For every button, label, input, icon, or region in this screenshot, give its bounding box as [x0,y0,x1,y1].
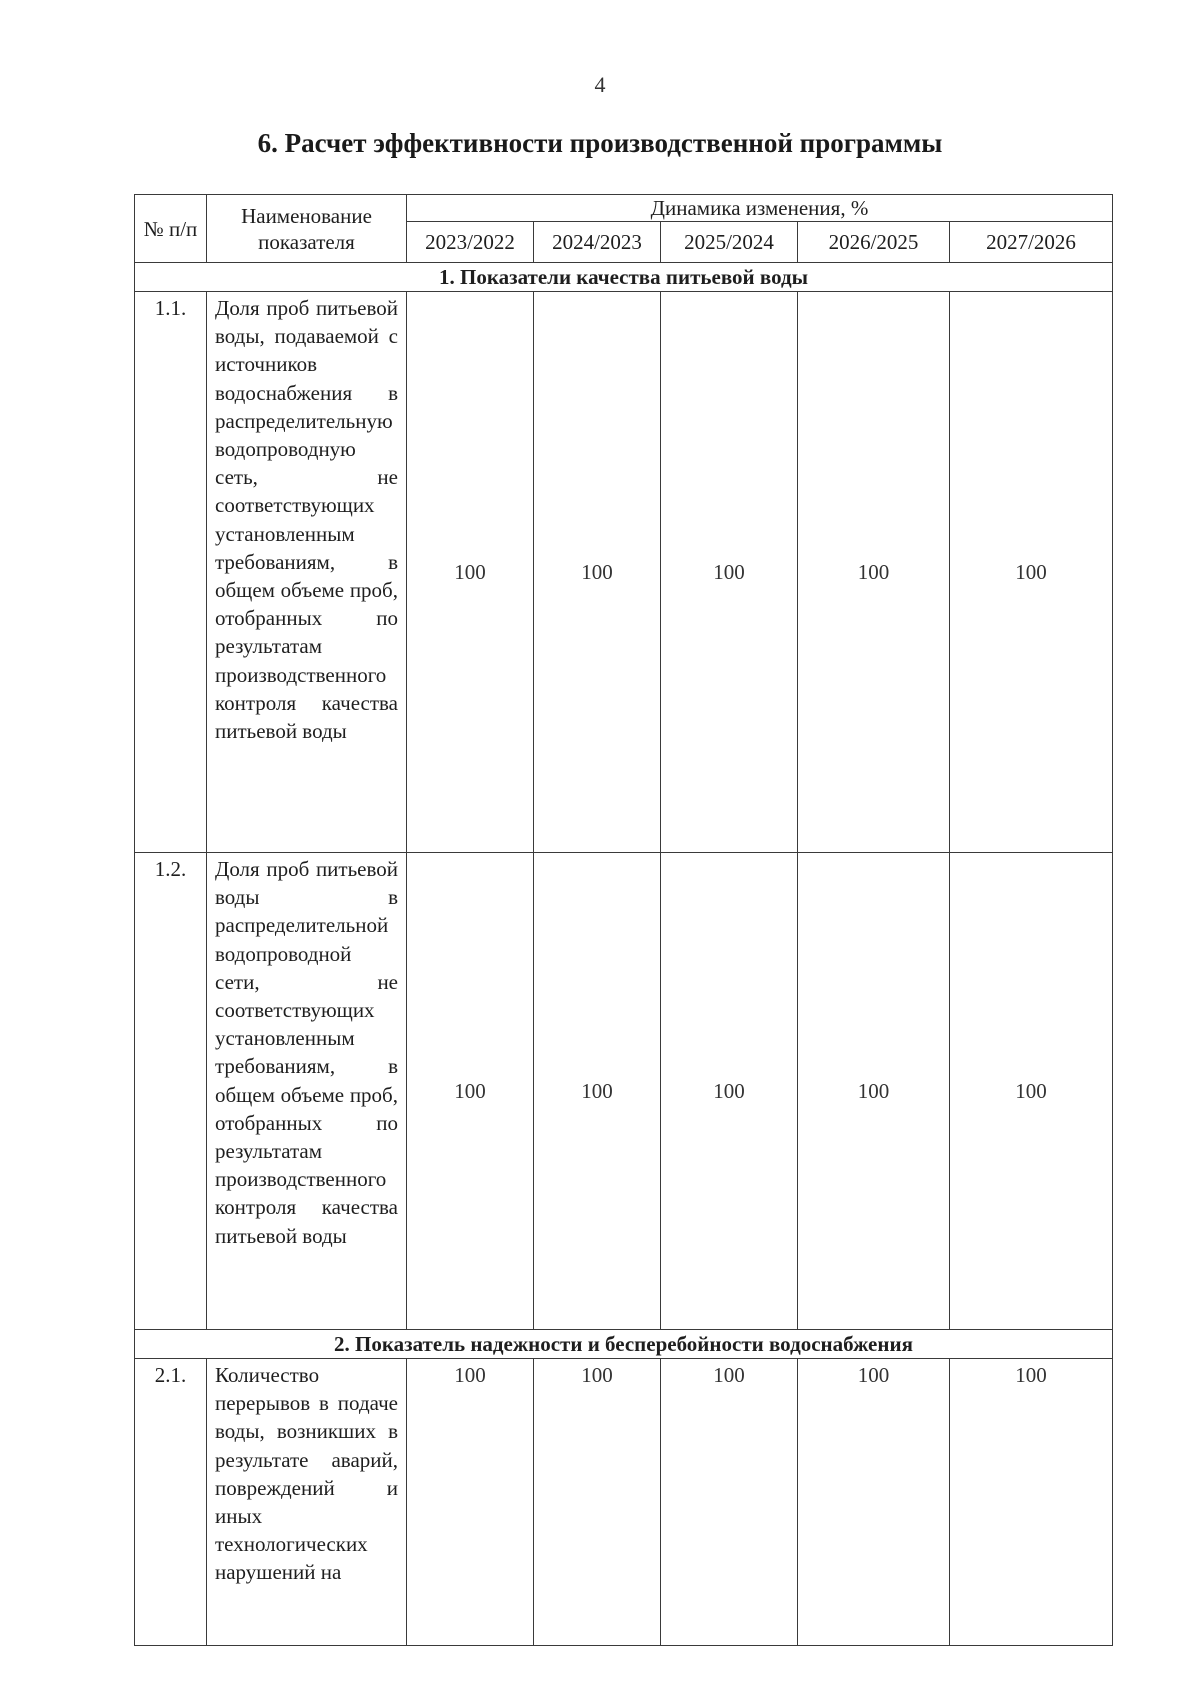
value-cell: 100 [407,292,534,853]
value-cell: 100 [798,292,950,853]
section-row [135,1330,1113,1359]
section-row [135,263,1113,292]
year-header: 2024/2023 [534,222,661,263]
table-row [135,1359,1113,1646]
table-header-row [135,195,1113,222]
indicator-name: Доля проб питьевой воды, подаваемой с источников водоснабжения в распределительную водопроводную сеть, не соответствующих установленным требованиям, в общем объеме проб, отобранных по результатам производственного контроля качества питьевой воды [207,292,407,853]
section-title-cell: 1. Показатели качества питьевой воды [135,263,1113,292]
row-number: 1.2. [135,853,207,1330]
section-title: 6. Расчет эффективности производственной программы [257,128,943,158]
col-number-header: № п/п [135,195,207,263]
page-number: 4 [594,72,606,97]
value-cell: 100 [534,1359,661,1646]
value-cell: 100 [950,853,1113,1330]
value-cell: 100 [661,292,798,853]
year-header: 2023/2022 [407,222,534,263]
indicator-name: Количество перерывов в подаче воды, возникших в результате аварий, повреждений и иных технологических нарушений на [207,1359,407,1646]
indicator-name: Доля проб питьевой воды в распределительной водопроводной сети, не соответствующих установленным требованиям, в общем объеме проб, отобранных по результатам производственного контроля качества питьевой воды [207,853,407,1330]
year-header: 2025/2024 [661,222,798,263]
value-cell: 100 [950,292,1113,853]
row-number: 2.1. [135,1359,207,1646]
table-row [135,292,1113,853]
table-row [135,853,1113,1330]
value-cell: 100 [661,1359,798,1646]
efficiency-table [134,194,1113,1646]
section-title-cell: 2. Показатель надежности и бесперебойности водоснабжения [135,1330,1113,1359]
year-header: 2027/2026 [950,222,1113,263]
value-cell: 100 [661,853,798,1330]
col-name-header: Наименование показателя [207,195,407,263]
row-number: 1.1. [135,292,207,853]
value-cell: 100 [798,853,950,1330]
dynamics-group-header: Динамика изменения, % [407,195,1113,222]
value-cell: 100 [534,853,661,1330]
value-cell: 100 [534,292,661,853]
value-cell: 100 [798,1359,950,1646]
value-cell: 100 [407,1359,534,1646]
year-header: 2026/2025 [798,222,950,263]
value-cell: 100 [407,853,534,1330]
value-cell: 100 [950,1359,1113,1646]
